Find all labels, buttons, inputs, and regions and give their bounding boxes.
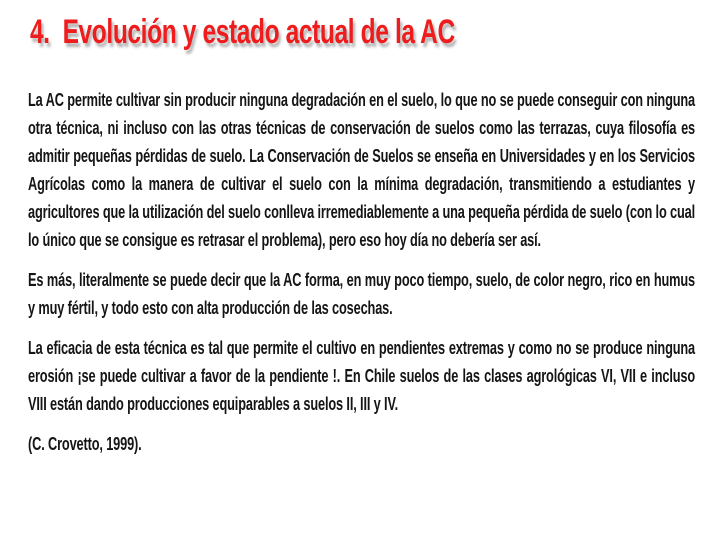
slide-body-text bbox=[28, 86, 695, 458]
paragraph-slopes-chile: La eficacia de esta técnica es tal que permite el cultivo en pendientes extremas y como no se produce ninguna erosión ¡se puede cultivar a favor de la pendiente !. En Chile suelos de las clases agrológicas VI, VII e incluso VIII están dando producciones equiparables a suelos II, III y IV. bbox=[28, 338, 696, 414]
citation: (C. Crovetto, 1999). bbox=[28, 434, 142, 454]
slide-body bbox=[28, 86, 695, 470]
page-title: 4. Evolución y estado actual de la AC bbox=[30, 13, 455, 51]
paragraph-soil-formation: Es más, literalmente se puede decir que la AC forma, en muy poco tiempo, suelo, de color negro, rico en humus y muy fértil, y todo esto con alta producción de las cosechas. bbox=[28, 270, 696, 318]
paragraph-degradation: La AC permite cultivar sin producir ninguna degradación en el suelo, lo que no se puede conseguir con ninguna otra técnica, ni incluso con las otras técnicas de conservación de suelos como las terrazas, cuya filosofía es admitir pequeñas pérdidas de suelo. La Conservación de Suelos se enseña en Universidades y en los Servicios Agrícolas como la manera de cultivar el suelo con la mínima degradación, transmitiendo a estudiantes y agricultores que la utilización del suelo conlleva irremediablemente a una pequeña pérdida de suelo (con lo cual lo único que se consigue es retrasar el problema), pero eso hoy día no debería ser así. bbox=[28, 90, 696, 250]
